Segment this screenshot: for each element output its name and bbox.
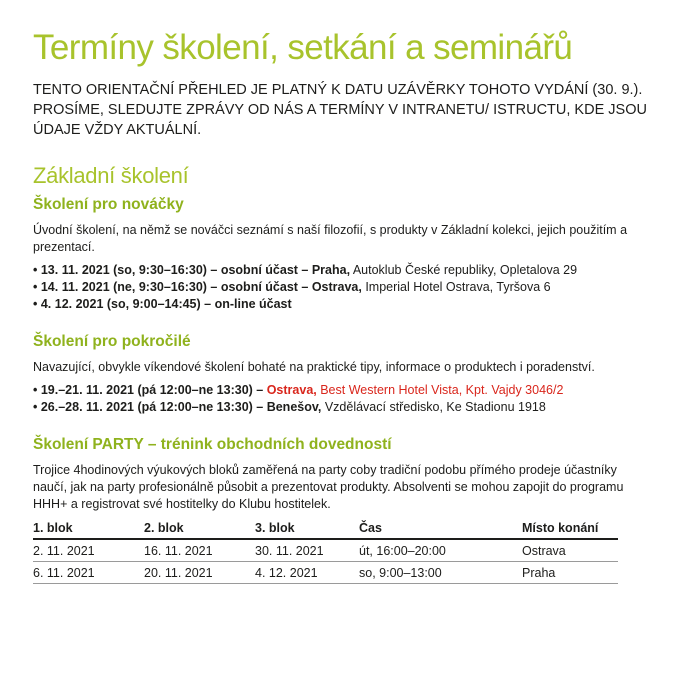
- subheading-party: Školení PARTY – trénink obchodních dovedností: [33, 436, 392, 453]
- table-cell: 20. 11. 2021: [144, 562, 255, 584]
- table-cell: 2. 11. 2021: [33, 539, 144, 562]
- event-venue: Best Western Hotel Vista, Kpt. Vajdy 3046/2: [316, 383, 564, 397]
- novice-event-list: [33, 262, 653, 313]
- table-row: [33, 539, 618, 562]
- table-cell: 6. 11. 2021: [33, 562, 144, 584]
- party-description: Trojice 4hodinových výukových bloků zaměřená na party coby tradiční podobu přímého prodeje účastníky naučí, jak na party profesionálně působit a prezentovat produkty. Absolventi se mohou zapojit do programu HHH+ a registrovat své hostitelky do Klubu hostitelek.: [33, 463, 624, 511]
- list-item: [33, 399, 653, 416]
- table-cell: Praha: [522, 562, 618, 584]
- table-cell: 16. 11. 2021: [144, 539, 255, 562]
- event-date: • 13. 11. 2021 (so, 9:30–16:30) – osobní účast – Praha,: [33, 263, 351, 277]
- table-row: [33, 562, 618, 584]
- list-item: [33, 279, 653, 296]
- table-header-row: [33, 519, 618, 539]
- novice-description: Úvodní školení, na němž se nováčci seznámí s naší filozofií, s produkty v Základní kolekci, jejich použitím a prezentací.: [33, 223, 628, 254]
- column-header: Čas: [359, 519, 522, 539]
- column-header: Místo konání: [522, 519, 618, 539]
- table-cell: út, 16:00–20:00: [359, 539, 522, 562]
- section-heading-basic: Základní školení: [33, 163, 189, 188]
- column-header: 1. blok: [33, 519, 144, 539]
- subheading-novice: Školení pro nováčky: [33, 196, 184, 213]
- event-city: Ostrava,: [263, 383, 317, 397]
- page: [33, 26, 653, 584]
- party-schedule-table: [33, 519, 618, 584]
- event-date: • 19.–21. 11. 2021 (pá 12:00–ne 13:30) –: [33, 383, 264, 397]
- table-cell: Ostrava: [522, 539, 618, 562]
- intro-text: TENTO ORIENTAČNÍ PŘEHLED JE PLATNÝ K DATU UZÁVĚRKY TOHOTO VYDÁNÍ (30. 9.). PROSÍME, SLEDUJTE ZPRÁVY OD NÁS A TERMÍNY V INTRANETU/ ISTRUCTU, KDE JSOU ÚDAJE VŽDY AKTUÁLNÍ.: [33, 82, 647, 138]
- event-date: • 4. 12. 2021 (so, 9:00–14:45) – on-line účast: [33, 297, 292, 311]
- list-item: [33, 262, 653, 279]
- advanced-description: Navazující, obvykle víkendové školení bohaté na praktické tipy, informace o produktech i poradenství.: [33, 360, 595, 374]
- event-date: • 26.–28. 11. 2021 (pá 12:00–ne 13:30) – Benešov,: [33, 400, 322, 414]
- event-venue: Vzdělávací středisko, Ke Stadionu 1918: [321, 400, 546, 414]
- table-cell: 30. 11. 2021: [255, 539, 359, 562]
- table-cell: so, 9:00–13:00: [359, 562, 522, 584]
- list-item: [33, 296, 653, 313]
- event-venue: Imperial Hotel Ostrava, Tyršova 6: [361, 280, 551, 294]
- page-title: Termíny školení, setkání a seminářů: [33, 28, 573, 67]
- table-cell: 4. 12. 2021: [255, 562, 359, 584]
- event-venue: Autoklub České republiky, Opletalova 29: [350, 263, 578, 277]
- column-header: 2. blok: [144, 519, 255, 539]
- advanced-event-list: [33, 382, 653, 416]
- column-header: 3. blok: [255, 519, 359, 539]
- subheading-advanced: Školení pro pokročilé: [33, 333, 191, 350]
- list-item: [33, 382, 653, 399]
- event-date: • 14. 11. 2021 (ne, 9:30–16:30) – osobní účast – Ostrava,: [33, 280, 362, 294]
